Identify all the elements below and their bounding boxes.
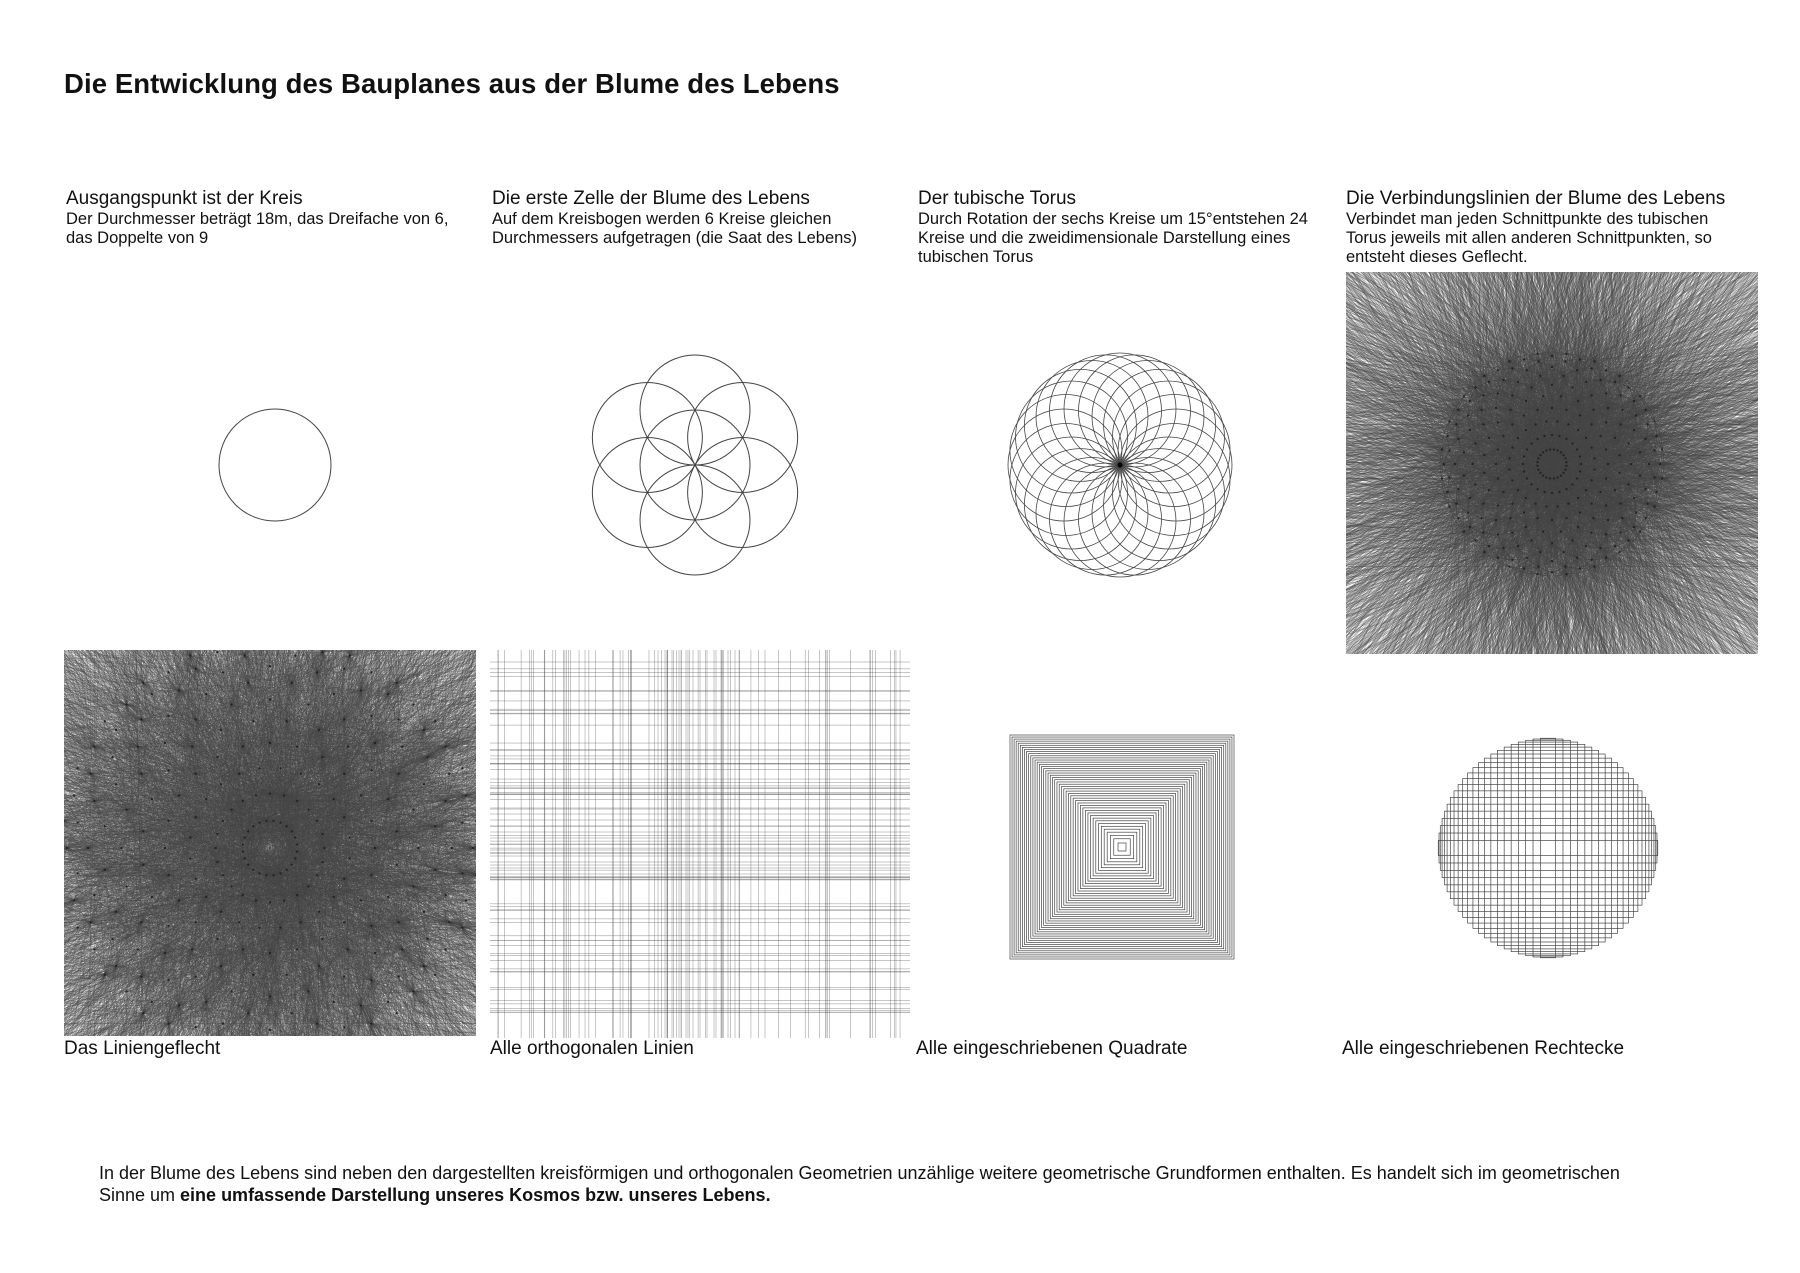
connecting-mesh-node: [1592, 409, 1594, 411]
connecting-mesh-node: [1502, 547, 1504, 549]
connecting-mesh-node: [1517, 381, 1519, 383]
connecting-mesh-node: [1443, 463, 1445, 465]
connecting-mesh-node: [1558, 435, 1560, 437]
connecting-mesh-node: [1571, 386, 1573, 388]
connecting-mesh-node: [1469, 429, 1471, 431]
connecting-mesh-node: [1646, 423, 1648, 425]
connecting-mesh-node: [1605, 533, 1607, 535]
connecting-mesh-node: [1577, 526, 1579, 528]
connecting-mesh-node: [1511, 531, 1513, 533]
connecting-mesh-node: [1655, 491, 1657, 493]
connecting-mesh-node: [1523, 470, 1525, 472]
caption-connecting-lines-text: Verbindet man jeden Schnittpunkte des tubischen Torus jeweils mit allen anderen Schnittpunkten, so entsteht dieses Geflecht.: [1346, 210, 1712, 266]
connecting-mesh-node: [1509, 517, 1511, 519]
connecting-mesh-node: [1511, 502, 1513, 504]
connecting-mesh-node: [1605, 477, 1607, 479]
connecting-mesh-node: [1599, 435, 1601, 437]
connecting-mesh-node: [1576, 557, 1578, 559]
connecting-mesh-node: [1607, 407, 1609, 409]
connecting-mesh-node: [1483, 551, 1485, 553]
connecting-mesh-node: [1565, 438, 1567, 440]
connecting-mesh-node: [1565, 517, 1567, 519]
connecting-mesh-node: [1551, 560, 1553, 562]
connecting-mesh-node: [1539, 375, 1541, 377]
connecting-mesh-node: [1467, 414, 1469, 416]
connecting-mesh-node: [1653, 505, 1655, 507]
connecting-mesh-node: [1497, 557, 1499, 559]
connecting-mesh-node: [1565, 488, 1567, 490]
connecting-mesh-node: [1457, 409, 1459, 411]
connecting-mesh-node: [1590, 394, 1592, 396]
connecting-mesh-node: [1511, 423, 1513, 425]
connecting-mesh-node: [1607, 519, 1609, 521]
connecting-mesh-node: [1526, 448, 1528, 450]
connecting-mesh-node: [1534, 423, 1536, 425]
connecting-mesh-node: [1536, 438, 1538, 440]
connecting-mesh-node: [1553, 477, 1555, 479]
connecting-mesh-node: [1599, 491, 1601, 493]
connecting-mesh-node: [1482, 531, 1484, 533]
connecting-mesh-node: [1639, 530, 1641, 532]
connecting-mesh-node: [1567, 502, 1569, 504]
connecting-mesh-node: [1576, 369, 1578, 371]
connecting-mesh-node: [1633, 429, 1635, 431]
connecting-mesh-node: [1549, 448, 1551, 450]
connecting-mesh-node: [1661, 477, 1663, 479]
connecting-mesh-node: [1508, 468, 1510, 470]
connecting-mesh-node: [1567, 423, 1569, 425]
connecting-mesh-node: [1517, 489, 1519, 491]
connecting-mesh-node: [1495, 407, 1497, 409]
connecting-mesh-node: [1455, 502, 1457, 504]
connecting-mesh-node: [1585, 381, 1587, 383]
caption-first-cell-text: Auf dem Kreisbogen werden 6 Kreise gleichen Durchmessers aufgetragen (die Saat des Lebens): [492, 210, 858, 247]
connecting-mesh-node: [1585, 545, 1587, 547]
connecting-mesh-node: [1645, 488, 1647, 490]
connecting-mesh-node: [1607, 463, 1609, 465]
single-circle-figure: [200, 390, 350, 540]
connecting-mesh-node: [1585, 489, 1587, 491]
caption-circle: [66, 188, 486, 248]
connecting-mesh-node: [1639, 395, 1641, 397]
connecting-mesh-node: [1537, 468, 1539, 470]
connecting-mesh-node: [1553, 448, 1555, 450]
connecting-mesh-node: [1592, 517, 1594, 519]
connecting-mesh-node: [1446, 435, 1448, 437]
connecting-mesh-node: [1474, 442, 1476, 444]
connecting-mesh-node: [1517, 437, 1519, 439]
connecting-mesh-node: [1571, 539, 1573, 541]
connecting-mesh-node: [1457, 438, 1459, 440]
connecting-mesh-node: [1564, 565, 1566, 567]
connecting-mesh-node: [1448, 505, 1450, 507]
connecting-mesh-node: [1522, 463, 1524, 465]
connecting-mesh-node: [1537, 360, 1539, 362]
caption-connecting-lines: [1346, 188, 1766, 267]
connecting-mesh-node: [1488, 489, 1490, 491]
connecting-mesh-node: [1472, 463, 1474, 465]
connecting-mesh-node: [1551, 355, 1553, 357]
connecting-mesh-node: [1511, 394, 1513, 396]
caption-first-cell-heading: Die erste Zelle der Blume des Lebens: [492, 188, 810, 209]
connecting-mesh-node: [1614, 489, 1616, 491]
connecting-mesh-node: [1551, 384, 1553, 386]
connecting-mesh-node: [1621, 409, 1623, 411]
connecting-mesh-node: [1571, 442, 1573, 444]
connecting-mesh-node: [1556, 420, 1558, 422]
connecting-mesh-node: [1448, 420, 1450, 422]
connecting-mesh-node: [1509, 409, 1511, 411]
connecting-mesh-node: [1565, 353, 1567, 355]
connecting-mesh-node: [1530, 442, 1532, 444]
connecting-mesh-node: [1469, 400, 1471, 402]
connecting-mesh-node: [1556, 505, 1558, 507]
connecting-mesh-node: [1618, 472, 1620, 474]
connecting-mesh-node: [1536, 353, 1538, 355]
connecting-mesh-node: [1457, 517, 1459, 519]
connecting-mesh-node: [1525, 497, 1527, 499]
connecting-mesh-node: [1614, 545, 1616, 547]
connecting-mesh-node: [1619, 394, 1621, 396]
connecting-mesh-node: [1560, 451, 1562, 453]
connecting-mesh-node: [1523, 567, 1525, 569]
connecting-mesh-node: [1648, 463, 1650, 465]
connecting-mesh-node: [1627, 442, 1629, 444]
connecting-mesh-node: [1590, 558, 1592, 560]
connecting-mesh-node: [1579, 455, 1581, 457]
connecting-mesh-node: [1577, 429, 1579, 431]
connecting-mesh-node: [1448, 476, 1450, 478]
connecting-mesh-node: [1579, 470, 1581, 472]
circle: [219, 409, 331, 521]
connecting-mesh-node: [1646, 502, 1648, 504]
connecting-mesh-node: [1502, 491, 1504, 493]
connecting-mesh-node: [1545, 476, 1547, 478]
connecting-mesh-node: [1579, 358, 1581, 360]
connecting-mesh-node: [1543, 435, 1545, 437]
connecting-mesh-node: [1627, 386, 1629, 388]
connecting-mesh-node: [1542, 395, 1544, 397]
connecting-mesh-node: [1497, 421, 1499, 423]
connecting-mesh-node: [1565, 573, 1567, 575]
connecting-mesh-node: [1618, 454, 1620, 456]
connecting-mesh-node: [1618, 551, 1620, 553]
connecting-mesh-node: [1536, 517, 1538, 519]
connecting-mesh-node: [1579, 511, 1581, 513]
connecting-mesh-node: [1605, 392, 1607, 394]
connecting-mesh-node: [1441, 477, 1443, 479]
connecting-mesh-node: [1469, 526, 1471, 528]
connecting-mesh-node: [1571, 483, 1573, 485]
connecting-mesh-node: [1577, 400, 1579, 402]
connecting-mesh-node: [1446, 491, 1448, 493]
connecting-mesh-node: [1543, 491, 1545, 493]
connecting-mesh-node: [1549, 477, 1551, 479]
connecting-mesh-node: [1635, 511, 1637, 513]
connecting-mesh-node: [1488, 437, 1490, 439]
connecting-mesh-node: [1633, 526, 1635, 528]
connecting-mesh-node: [1579, 567, 1581, 569]
connecting-mesh-node: [1463, 530, 1465, 532]
caption-torus-text: Durch Rotation der sechs Kreise um 15°entstehen 24 Kreise und die zweidimensionale Darstellung eines tubischen Torus: [918, 210, 1308, 266]
connecting-mesh-node: [1621, 517, 1623, 519]
connecting-mesh-node: [1523, 455, 1525, 457]
connecting-mesh-node: [1497, 504, 1499, 506]
connecting-mesh-node: [1508, 457, 1510, 459]
line-mesh-figure: [64, 650, 476, 1036]
connecting-mesh-node: [1551, 519, 1553, 521]
connecting-mesh-node: [1545, 449, 1547, 451]
connecting-mesh-node: [1497, 477, 1499, 479]
connecting-mesh-node: [1614, 381, 1616, 383]
connecting-mesh-node: [1576, 448, 1578, 450]
connecting-mesh-node: [1630, 463, 1632, 465]
connecting-mesh-node: [1556, 476, 1558, 478]
connecting-mesh-node: [1526, 477, 1528, 479]
connecting-mesh-node: [1530, 483, 1532, 485]
connecting-mesh-node: [1511, 446, 1513, 448]
connecting-mesh-node: [1590, 367, 1592, 369]
connecting-mesh-node: [1565, 409, 1567, 411]
connecting-mesh-node: [1474, 539, 1476, 541]
connecting-mesh-node: [1537, 565, 1539, 567]
connecting-mesh-node: [1562, 375, 1564, 377]
connecting-mesh-node: [1627, 539, 1629, 541]
connecting-mesh-node: [1605, 504, 1607, 506]
connecting-mesh-node: [1523, 414, 1525, 416]
connecting-mesh-node: [1590, 479, 1592, 481]
connecting-mesh-node: [1614, 437, 1616, 439]
connecting-mesh-node: [1580, 463, 1582, 465]
connecting-mesh-node: [1534, 502, 1536, 504]
connecting-mesh-node: [1480, 517, 1482, 519]
connecting-mesh-node: [1633, 497, 1635, 499]
connecting-mesh-node: [1536, 461, 1538, 463]
connecting-mesh-node: [1523, 358, 1525, 360]
connecting-mesh-node: [1590, 502, 1592, 504]
connecting-mesh-node: [1619, 531, 1621, 533]
connecting-mesh-node: [1558, 491, 1560, 493]
connecting-mesh-node: [1463, 395, 1465, 397]
connecting-mesh-node: [1448, 449, 1450, 451]
connecting-mesh-node: [1551, 407, 1553, 409]
caption-first-cell: [492, 188, 912, 248]
connecting-mesh-node: [1539, 551, 1541, 553]
torus-centre-dot: [1118, 463, 1123, 468]
connecting-mesh-node: [1590, 446, 1592, 448]
connecting-mesh-node: [1536, 573, 1538, 575]
connecting-mesh-node: [1497, 533, 1499, 535]
connecting-mesh-node: [1469, 497, 1471, 499]
connecting-mesh-node: [1455, 423, 1457, 425]
connecting-mesh-node: [1590, 423, 1592, 425]
connecting-mesh-node: [1551, 366, 1553, 368]
connecting-mesh-node: [1564, 360, 1566, 362]
connecting-mesh-node: [1497, 392, 1499, 394]
connecting-mesh-node: [1542, 451, 1544, 453]
caption-circle-heading: Ausgangspunkt ist der Kreis: [66, 188, 303, 209]
connecting-mesh-node: [1599, 547, 1601, 549]
connecting-mesh-node: [1511, 479, 1513, 481]
connecting-mesh-node: [1639, 474, 1641, 476]
connecting-mesh-node: [1645, 517, 1647, 519]
connecting-mesh-node: [1539, 454, 1541, 456]
connecting-mesh-node: [1551, 542, 1553, 544]
connecting-mesh-node: [1560, 530, 1562, 532]
connecting-lines-figure: [1346, 272, 1758, 654]
connecting-mesh-node: [1619, 502, 1621, 504]
connecting-mesh-node: [1645, 438, 1647, 440]
connecting-mesh-node: [1463, 474, 1465, 476]
connecting-mesh-node: [1497, 369, 1499, 371]
connecting-mesh-node: [1653, 476, 1655, 478]
connecting-mesh-node: [1576, 477, 1578, 479]
connecting-mesh-node: [1517, 545, 1519, 547]
connecting-mesh-node: [1556, 449, 1558, 451]
connecting-mesh-node: [1619, 423, 1621, 425]
connecting-mesh-node: [1542, 530, 1544, 532]
caption-connecting-lines-heading: Die Verbindungslinien der Blume des Lebens: [1346, 188, 1726, 209]
connecting-mesh-node: [1530, 386, 1532, 388]
connecting-mesh-node: [1585, 437, 1587, 439]
connecting-mesh-node: [1562, 551, 1564, 553]
connecting-mesh-node: [1480, 409, 1482, 411]
connecting-mesh-node: [1551, 571, 1553, 573]
connecting-mesh-node: [1525, 429, 1527, 431]
connecting-mesh-node: [1508, 565, 1510, 567]
connecting-mesh-node: [1537, 457, 1539, 459]
connecting-mesh-node: [1635, 414, 1637, 416]
connecting-mesh-node: [1565, 465, 1567, 467]
connecting-mesh-node: [1551, 492, 1553, 494]
connecting-mesh-node: [1482, 394, 1484, 396]
connecting-mesh-node: [1526, 557, 1528, 559]
connecting-mesh-node: [1530, 539, 1532, 541]
caption-circle-text: Der Durchmesser beträgt 18m, das Dreifache von 6, das Doppelte von 9: [66, 210, 449, 247]
connecting-mesh-node: [1659, 463, 1661, 465]
connecting-mesh-node: [1593, 468, 1595, 470]
connecting-mesh-node: [1590, 531, 1592, 533]
connecting-mesh-node: [1627, 483, 1629, 485]
connecting-mesh-node: [1482, 423, 1484, 425]
connecting-mesh-node: [1645, 409, 1647, 411]
connecting-mesh-node: [1605, 369, 1607, 371]
connecting-mesh-node: [1564, 468, 1566, 470]
connecting-mesh-node: [1653, 449, 1655, 451]
connecting-mesh-node: [1525, 400, 1527, 402]
connecting-mesh-node: [1483, 472, 1485, 474]
connecting-mesh-node: [1536, 488, 1538, 490]
connecting-mesh-node: [1508, 360, 1510, 362]
connecting-mesh-node: [1560, 474, 1562, 476]
connecting-mesh-node: [1605, 557, 1607, 559]
connecting-mesh-node: [1511, 558, 1513, 560]
connecting-mesh-node: [1542, 474, 1544, 476]
connecting-mesh-node: [1454, 463, 1456, 465]
connecting-mesh-node: [1618, 375, 1620, 377]
connecting-mesh-node: [1441, 448, 1443, 450]
connecting-mesh-node: [1457, 488, 1459, 490]
connecting-mesh-node: [1502, 379, 1504, 381]
connecting-mesh-node: [1577, 497, 1579, 499]
connecting-mesh-node: [1495, 519, 1497, 521]
caption-torus: [918, 188, 1338, 267]
connecting-mesh-node: [1565, 461, 1567, 463]
connecting-mesh-node: [1536, 409, 1538, 411]
page-title: Die Entwicklung des Bauplanes aus der Blume des Lebens: [64, 68, 840, 99]
connecting-mesh-node: [1502, 435, 1504, 437]
connecting-mesh-node: [1536, 465, 1538, 467]
connecting-mesh-node: [1526, 369, 1528, 371]
connecting-mesh-node: [1488, 381, 1490, 383]
connecting-mesh-node: [1511, 367, 1513, 369]
connecting-mesh-node: [1523, 511, 1525, 513]
connecting-mesh-node: [1482, 502, 1484, 504]
connecting-mesh-node: [1605, 421, 1607, 423]
connecting-mesh-node: [1564, 457, 1566, 459]
connecting-mesh-node: [1474, 386, 1476, 388]
connecting-mesh-node: [1560, 395, 1562, 397]
connecting-mesh-node: [1605, 448, 1607, 450]
seed-of-life-figure: [570, 345, 820, 585]
connecting-mesh-node: [1551, 434, 1553, 436]
connecting-mesh-node: [1545, 420, 1547, 422]
connecting-mesh-node: [1562, 454, 1564, 456]
connecting-mesh-node: [1661, 448, 1663, 450]
caption-torus-heading: Der tubische Torus: [918, 188, 1077, 209]
connecting-mesh-node: [1579, 414, 1581, 416]
connecting-mesh-node: [1599, 379, 1601, 381]
connecting-mesh-node: [1467, 511, 1469, 513]
connecting-mesh-node: [1525, 526, 1527, 528]
connecting-mesh-node: [1539, 472, 1541, 474]
connecting-mesh-node: [1497, 448, 1499, 450]
connecting-mesh-node: [1562, 472, 1564, 474]
connecting-mesh-node: [1593, 360, 1595, 362]
connecting-mesh-node: [1488, 545, 1490, 547]
connecting-mesh-node: [1655, 435, 1657, 437]
connecting-mesh-node: [1593, 457, 1595, 459]
tube-torus-figure: [995, 345, 1245, 585]
connecting-mesh-node: [1639, 451, 1641, 453]
connecting-mesh-node: [1474, 483, 1476, 485]
connecting-mesh-node: [1545, 505, 1547, 507]
connecting-mesh-node: [1495, 463, 1497, 465]
connecting-mesh-node: [1463, 451, 1465, 453]
connecting-mesh-node: [1483, 375, 1485, 377]
connecting-mesh-node: [1653, 420, 1655, 422]
connecting-mesh-node: [1633, 400, 1635, 402]
connecting-mesh-node: [1483, 454, 1485, 456]
connecting-mesh-node: [1593, 565, 1595, 567]
